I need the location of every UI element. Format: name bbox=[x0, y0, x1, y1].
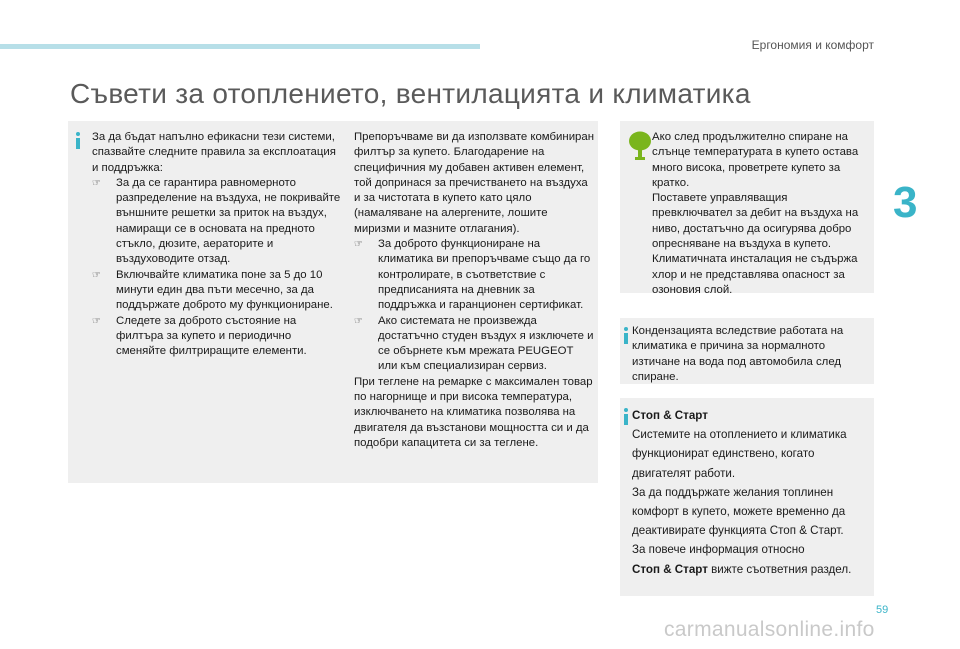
info-icon bbox=[76, 132, 80, 149]
info-icon bbox=[624, 408, 628, 425]
condensation-box bbox=[620, 318, 874, 384]
page-title: Съвети за отоплението, вентилацията и климатика bbox=[70, 78, 751, 109]
filter-recommendation: Препоръчваме ви да използвате комбиниран филтър за купето. Благодарение на специфичния му добавен активен елемент, той допринася за пречистването на въздуха и за чистотата в купето като цяло (намаляване на алергените, лошите миризми и мазните отлагания). bbox=[354, 131, 595, 235]
advice-intro: За да бъдат напълно ефикасни тези системи, спазвайте следните правила за експлоатация и поддръжка: bbox=[92, 131, 336, 174]
advice-column-left bbox=[92, 130, 344, 359]
stop-start-box bbox=[620, 398, 874, 596]
page-number: 59 bbox=[876, 604, 889, 616]
pointing-hand-icon: ☞ bbox=[92, 177, 101, 189]
top-accent-bar bbox=[0, 44, 480, 49]
pointing-hand-icon: ☞ bbox=[92, 269, 101, 281]
section-header: Ергономия и комфорт bbox=[751, 38, 874, 52]
tree-icon bbox=[628, 131, 652, 161]
list-item: ☞ За да се гарантира равномерното разпределение на въздуха, не покривайте външните решетки за приток на въздух, намиращи се в основата на предното стъкло, дюзите, аераторите и въздуховодите отзад. bbox=[92, 176, 344, 268]
stop-start-heading: Стоп & Старт bbox=[632, 409, 708, 422]
advice-column-right bbox=[354, 130, 594, 451]
towing-note: При теглене на ремарке с максимален товар по нагорнище и при висока температура, изключването на климатика позволява на двигателя да възстанови мощността си и да подобри капацитета си за теглене. bbox=[354, 375, 593, 449]
list-item: ☞ Следете за доброто състояние на филтъра за купето и периодично сменяйте филтриращите елементи. bbox=[92, 314, 344, 360]
condensation-text: Кондензацията вследствие работата на климатика е причина за нормалното изтичане на вода под автомобила след спиране. bbox=[632, 325, 844, 383]
eco-text: Ако след продължително спиране на слънце температурата в купето остава много висока, проветрете купето за кратко. Поставете управляващия превключвател за дебит на въздуха на ниво, достатъчно да осигурява добро опресняване на въздуха в купето. Климатичната инсталация не съдържа хлор и не представлява опасност за озоновия слой. bbox=[652, 131, 859, 296]
pointing-hand-icon: ☞ bbox=[354, 315, 363, 327]
pointing-hand-icon: ☞ bbox=[354, 239, 363, 251]
stop-start-text: Стоп & Старт Системите на отоплението и климатика функционират единствено, когато двигателят работи. За да поддържате желания топлинен комфорт в купето, можете временно да деактивирате функцията Стоп & Старт. За повече информация относно Стоп & Старт вижте съответния раздел. bbox=[632, 409, 852, 576]
list-item: ☞ Включвайте климатика поне за 5 до 10 минути един два пъти месечно, за да поддържате доброто му функциониране. bbox=[92, 268, 344, 314]
info-icon bbox=[624, 327, 628, 344]
pointing-hand-icon: ☞ bbox=[92, 315, 101, 327]
chapter-number: 3 bbox=[893, 178, 918, 227]
advice-box bbox=[68, 121, 598, 483]
eco-box bbox=[620, 121, 874, 296]
list-item: ☞ За доброто функциониране на климатика ви препоръчваме също да го контролирате, в съответствие с предписанията на дневник за поддръжка и гаранционен сертификат. bbox=[354, 237, 594, 313]
watermark: carmanualsonline.info bbox=[664, 618, 875, 641]
list-item: ☞ Ако системата не произвежда достатъчно студен въздух я изключете и се обърнете към мрежата PEUGEOT или към специализиран сервиз. bbox=[354, 314, 594, 375]
